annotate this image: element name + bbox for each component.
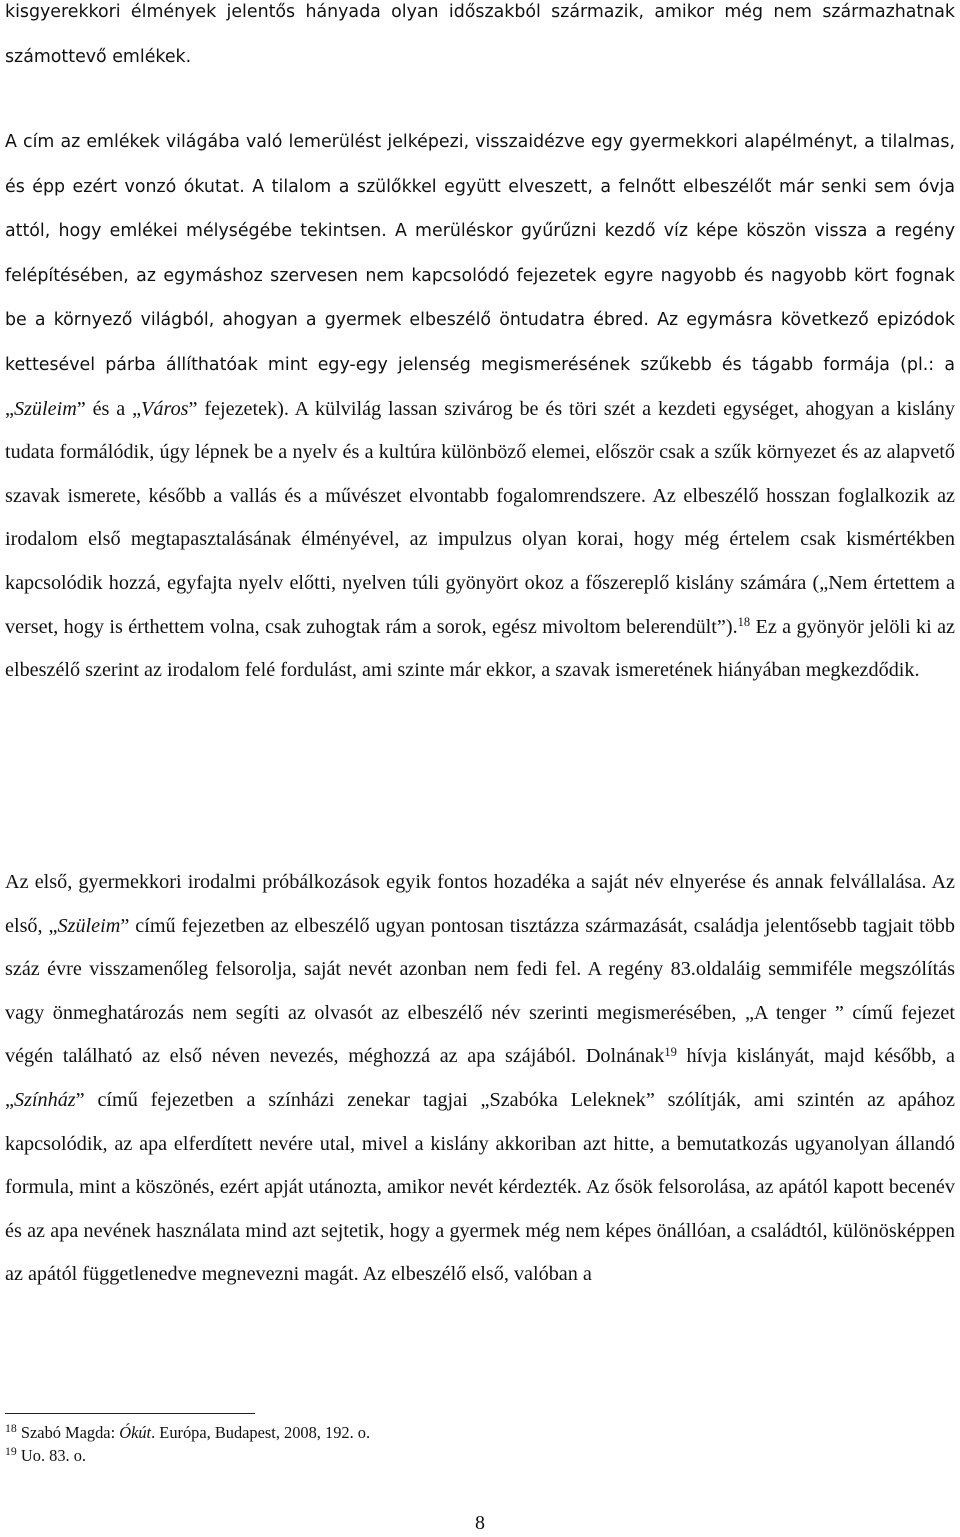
footnote-reference: 19 (664, 1044, 677, 1059)
footnote-number: 19 (5, 1444, 17, 1459)
footnotes (5, 1421, 705, 1467)
footnote-text: . Európa, Budapest, 2008, 192. o. (151, 1423, 371, 1442)
chapter-title: Szüleim (57, 914, 121, 937)
footnote-text: Uo. 83. o. (20, 1446, 87, 1465)
page-number: 8 (475, 1512, 485, 1534)
paragraph-3 (5, 861, 955, 1297)
paragraph-1 (5, 0, 955, 79)
footnote-separator (5, 1413, 255, 1414)
paragraph-text: Az első, gyermekkori irodalmi próbálkozások egyik fontos hozadéka a saját név elnyerése és annak felvállalása. Az első, „ (5, 871, 955, 937)
paragraph-text: kisgyerekkori élmények jelentős hányada olyan időszakból származik, amikor még nem származhatnak számottevő emlékek. (5, 2, 955, 67)
paragraph-2 (5, 120, 955, 693)
footnote-19 (5, 1444, 705, 1467)
paragraph-text: A cím az emlékek világába való lemerülést jelképezi, visszaidézve egy gyermekkori alapélményt, a tilalmas, és épp ezért vonzó ókutat. A tilalom a szülőkkel együtt elveszett, a felnőtt elbeszélőt már senki sem óvja attól, hogy emlékei mélységébe tekintsen. A merüléskor gyűrűzni kezdő víz képe köszön vissza a regény felépítésében, az egymáshoz szervesen nem kapcsolódó fejezetek egyre nagyobb és nagyobb kört fognak be a környező világból, ahogyan a gyermek elbeszélő öntudatra ébred. Az egymásra következő epizódok kettesével párba állíthatóak mint egy-egy jelenség megismerésének szűkebb és tágabb formája (pl.: a (5, 132, 955, 375)
chapter-title: Színház (13, 1088, 76, 1111)
paragraph-text: hívja kislányát, majd később, a „ (5, 1045, 955, 1111)
footnote-text: Szabó Magda: (20, 1423, 120, 1442)
paragraph-text: Ez a gyönyör jelöli ki az elbeszélő szerint az irodalom felé fordulást, ami szinte már ekkor, a szavak ismeretének hiányában megkezdődik. (5, 615, 955, 682)
paragraph-text: ” fejezetek). A külvilág lassan szivárog be és töri szét a kezdeti egységet, ahogyan a kislány tudata formálódik, úgy lépnek be a nyelv és a kultúra különböző elemei, először csak a szűk környezet és az alapvető szavak ismerete, később a vallás és a művészet elvontabb fogalomrendszere. Az elbeszélő hosszan foglalkozik az irodalom első megtapasztalásának élményével, az impulzus olyan korai, hogy még értelem csak kismértékben kapcsolódik hozzá, egyfajta nyelv előtti, nyelven túli gyönyört okoz a főszereplő kislány számára („Nem értettem a verset, hogy is érthettem volna, csak zuhogtak rám a sorok, egész mivoltom belerendült”). (5, 397, 955, 638)
paragraph-text: ” című fejezetben a színházi zenekar tagjai „Szabóka Leleknek” szólítják, ami szintén az apához kapcsolódik, az apa elferdített nevére utal, mivel a kislány akkoriban azt hitte, a bemutatkozás ugyanolyan állandó formula, mint a köszönés, ezért apját utánozta, amikor nevét kérdezték. Az ősök felsorolása, az apától kapott becenév és az apa nevének használata mind azt sejtetik, hogy a gyermek még nem képes önállóan, a családtól, különösképpen az apától függetlenedve megnevezni magát. Az elbeszélő első, valóban a (5, 1088, 955, 1286)
paragraph-text: ” című fejezetben az elbeszélő ugyan pontosan tisztázza származását, családja jelentősebb tagjait több száz évre visszamenőleg felsorolja, saját nevét azonban nem fedi fel. A regény 83.oldaláig semmiféle megszólítás vagy önmeghatározás nem segíti az olvasót az elbeszélő név szerinti megismerésében, „A tenger ” című fejezet végén található az első néven nevezés, méghozzá az apa szájából. Dolnának (5, 914, 955, 1068)
paragraph-text: „ (5, 397, 14, 420)
chapter-title: Szüleim (13, 397, 77, 420)
footnote-reference: 18 (737, 614, 751, 629)
paragraph-text: ” és a „ (76, 397, 142, 420)
footnote-title: Ókút (119, 1423, 152, 1442)
footnote-number: 18 (5, 1421, 17, 1436)
chapter-title: Város (141, 397, 189, 420)
footnote-18 (5, 1421, 705, 1444)
